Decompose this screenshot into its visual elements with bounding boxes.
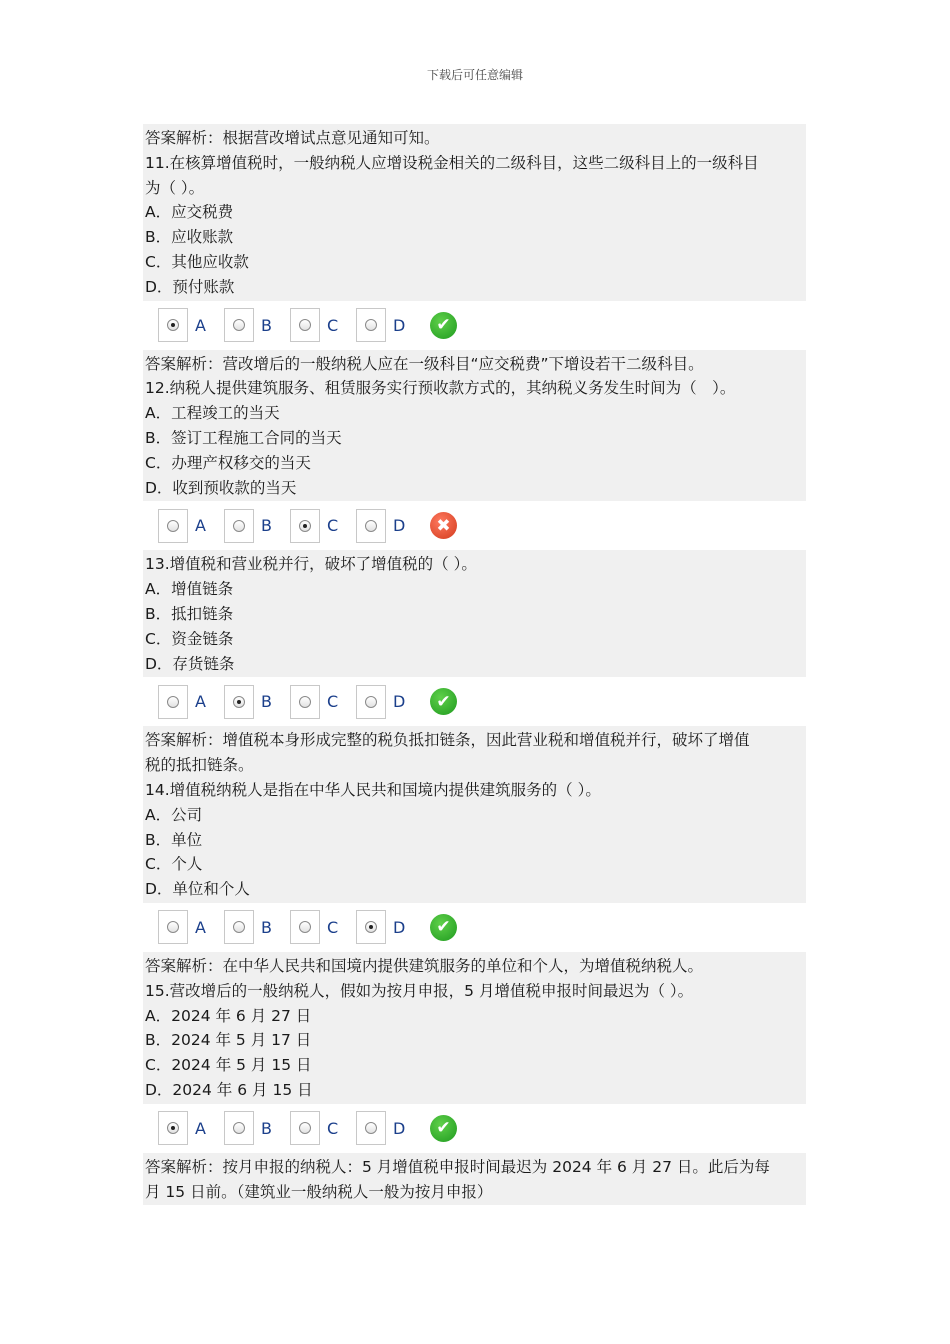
question-block [143, 550, 806, 677]
radio-button[interactable] [167, 520, 179, 532]
answer-row [143, 677, 806, 726]
option-label: C [327, 315, 339, 335]
radio-box[interactable] [356, 685, 386, 719]
option-label: A [195, 917, 206, 937]
radio-button[interactable] [299, 520, 311, 532]
answer-row [143, 301, 806, 350]
radio-button[interactable] [233, 319, 245, 331]
radio-box[interactable] [224, 685, 254, 719]
radio-box[interactable] [224, 1111, 254, 1145]
question-text-line: C．其他应收款 [145, 252, 249, 271]
question-text-line: D．收到预收款的当天 [145, 478, 297, 497]
option-label: B [261, 917, 272, 937]
radio-button[interactable] [233, 921, 245, 933]
radio-box[interactable] [224, 509, 254, 543]
radio-button[interactable] [167, 319, 179, 331]
radio-button[interactable] [299, 921, 311, 933]
option-a[interactable] [158, 308, 213, 342]
radio-box[interactable] [158, 910, 188, 944]
radio-button[interactable] [233, 520, 245, 532]
question-text-line: 15.营改增后的一般纳税人，假如为按月申报，5 月增值税申报时间最迟为（ ）。 [145, 981, 694, 1000]
question-text-line: 答案解析：根据营改增试点意见通知可知。 [145, 129, 440, 147]
option-label: A [195, 692, 206, 712]
option-label: A [195, 1118, 206, 1138]
question-text-line: A．公司 [145, 805, 203, 824]
option-d[interactable] [356, 308, 411, 342]
option-label: A [195, 315, 206, 335]
question-text-line: B．应收账款 [145, 228, 234, 247]
option-label: B [261, 1118, 272, 1138]
question-text-line: C．资金链条 [145, 629, 234, 648]
radio-box[interactable] [290, 308, 320, 342]
quiz-content [143, 124, 806, 1205]
question-text-line: 答案解析：在中华人民共和国境内提供建筑服务的单位和个人，为增值税纳税人。 [145, 956, 704, 975]
radio-button[interactable] [167, 1122, 179, 1134]
question-text-line: B．单位 [145, 830, 203, 849]
option-label: B [261, 692, 272, 712]
question-text-line: 12.纳税人提供建筑服务、租赁服务实行预收款方式的，其纳税义务发生时间为（ ）。 [145, 379, 736, 398]
radio-button[interactable] [299, 1122, 311, 1134]
option-c[interactable] [290, 509, 345, 543]
checkmark-icon: ✔ [430, 312, 457, 339]
answer-row [143, 1104, 806, 1153]
question-block [143, 124, 806, 301]
radio-box[interactable] [158, 308, 188, 342]
question-block [143, 1153, 806, 1206]
radio-button[interactable] [167, 921, 179, 933]
option-label: C [327, 516, 339, 536]
question-text-line: 月 15 日前。（建筑业一般纳税人一般为按月申报） [145, 1182, 493, 1201]
radio-box[interactable] [290, 1111, 320, 1145]
radio-button[interactable] [167, 696, 179, 708]
question-text-line: B．抵扣链条 [145, 604, 234, 623]
radio-box[interactable] [158, 685, 188, 719]
radio-button[interactable] [365, 696, 377, 708]
radio-button[interactable] [233, 1122, 245, 1134]
question-text-line: D．单位和个人 [145, 880, 250, 899]
checkmark-icon: ✔ [430, 1115, 457, 1142]
option-c[interactable] [290, 685, 345, 719]
option-a[interactable] [158, 685, 213, 719]
radio-button[interactable] [365, 1122, 377, 1134]
radio-button[interactable] [365, 921, 377, 933]
option-a[interactable] [158, 910, 213, 944]
radio-button[interactable] [365, 520, 377, 532]
option-a[interactable] [158, 1111, 213, 1145]
option-label: B [261, 516, 272, 536]
option-a[interactable] [158, 509, 213, 543]
question-text-line: B．签订工程施工合同的当天 [145, 428, 342, 447]
question-text-line: D．存货链条 [145, 654, 235, 673]
option-d[interactable] [356, 509, 411, 543]
option-label: C [327, 1118, 339, 1138]
radio-box[interactable] [356, 308, 386, 342]
option-label: D [393, 315, 406, 335]
option-d[interactable] [356, 1111, 411, 1145]
option-label: D [393, 516, 406, 536]
option-c[interactable] [290, 910, 345, 944]
answer-row [143, 501, 806, 550]
radio-box[interactable] [356, 1111, 386, 1145]
question-text-line: C．个人 [145, 855, 203, 874]
question-block [143, 726, 806, 903]
question-block [143, 952, 806, 1104]
answer-row [143, 903, 806, 952]
question-text-line: 13.增值税和营业税并行，破坏了增值税的（ ）。 [145, 555, 477, 574]
option-label: C [327, 692, 339, 712]
radio-box[interactable] [356, 509, 386, 543]
radio-button[interactable] [299, 319, 311, 331]
radio-box[interactable] [290, 910, 320, 944]
option-b[interactable] [224, 509, 279, 543]
question-text-line: 答案解析：增值税本身形成完整的税负抵扣链条，因此营业税和增值税并行，破坏了增值 [145, 731, 750, 750]
option-label: D [393, 917, 406, 937]
question-text-line: C．2024 年 5 月 15 日 [145, 1056, 312, 1075]
option-d[interactable] [356, 910, 411, 944]
option-b[interactable] [224, 685, 279, 719]
question-text-line: 为（ ）。 [145, 178, 205, 197]
option-b[interactable] [224, 1111, 279, 1145]
checkmark-icon: ✔ [430, 688, 457, 715]
option-d[interactable] [356, 685, 411, 719]
radio-box[interactable] [290, 509, 320, 543]
question-text-line: A．2024 年 6 月 27 日 [145, 1006, 312, 1025]
radio-box[interactable] [224, 308, 254, 342]
question-text-line: A．工程竣工的当天 [145, 404, 280, 423]
cross-icon: ✖ [430, 512, 457, 539]
question-text-line: 税的抵扣链条。 [145, 756, 254, 775]
question-text-line: A．应交税费 [145, 203, 234, 222]
radio-box[interactable] [290, 685, 320, 719]
question-text-line: A．增值链条 [145, 580, 234, 599]
option-label: D [393, 692, 406, 712]
radio-box[interactable] [356, 910, 386, 944]
option-label: D [393, 1118, 406, 1138]
radio-button[interactable] [233, 696, 245, 708]
page-header: 下载后可任意编辑 [426, 68, 523, 82]
option-c[interactable] [290, 308, 345, 342]
question-text-line: 答案解析：按月申报的纳税人：5 月增值税申报时间最迟为 2024 年 6 月 27 日。此后为每 [145, 1157, 770, 1176]
question-text-line: 答案解析：营改增后的一般纳税人应在一级科目“应交税费”下增设若干二级科目。 [145, 354, 704, 373]
radio-box[interactable] [158, 509, 188, 543]
question-block [143, 350, 806, 502]
option-label: A [195, 516, 206, 536]
question-text-line: C．办理产权移交的当天 [145, 453, 311, 472]
checkmark-icon: ✔ [430, 914, 457, 941]
question-text-line: B．2024 年 5 月 17 日 [145, 1031, 312, 1050]
radio-button[interactable] [299, 696, 311, 708]
question-text-line: D．预付账款 [145, 277, 235, 296]
radio-box[interactable] [158, 1111, 188, 1145]
option-label: B [261, 315, 272, 335]
option-b[interactable] [224, 308, 279, 342]
question-text-line: 14.增值税纳税人是指在中华人民共和国境内提供建筑服务的（ ）。 [145, 780, 601, 799]
option-b[interactable] [224, 910, 279, 944]
option-label: C [327, 917, 339, 937]
option-c[interactable] [290, 1111, 345, 1145]
question-text-line: D．2024 年 6 月 15 日 [145, 1080, 313, 1099]
question-text-line: 11.在核算增值税时，一般纳税人应增设税金相关的二级科目，这些二级科目上的一级科目 [145, 153, 759, 172]
radio-button[interactable] [365, 319, 377, 331]
radio-box[interactable] [224, 910, 254, 944]
